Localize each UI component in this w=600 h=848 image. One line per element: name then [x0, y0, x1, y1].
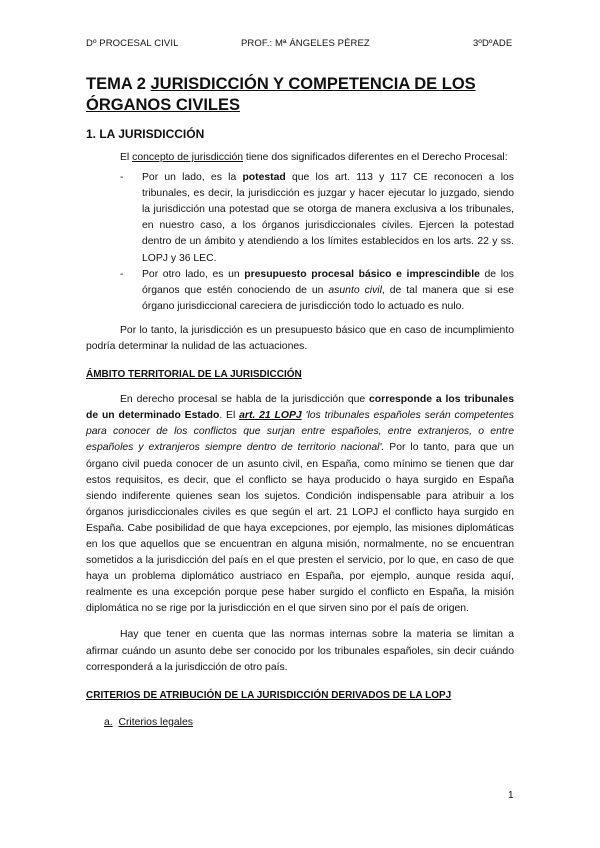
intro-concept-term: concepto de jurisdicción [132, 152, 244, 163]
conclusion-paragraph: Por lo tanto, la jurisdicción es un presupuesto básico que en caso de incumplimiento podría determinar la nulidad de las actuaciones. [86, 324, 514, 353]
intro-text-post: tiene dos significados diferentes en el Derecho Procesal: [243, 152, 508, 163]
bold-term: corresponde a los tribunales de un determinado Estado [86, 394, 514, 422]
article-reference: art. 21 LOPJ [239, 410, 302, 422]
header-course: 3ºDºADE [473, 38, 513, 49]
normas-paragraph: Hay que tener en cuenta que las normas internas sobre la materia se limitan a afirmar cuándo un asunto debe ser conocido por los tribunales españoles, sin decir cuándo corresponderá a la jurisdicción de otro país. [86, 629, 514, 673]
bullet-dash: - [120, 172, 124, 184]
section-heading-criterios: CRITERIOS DE ATRIBUCIÓN DE LA JURISDICCIÓN DERIVADOS DE LA LOPJ [86, 689, 452, 701]
criterios-list-item [86, 715, 514, 730]
header-professor: PROF.: Mª ÁNGELES PÉREZ [241, 38, 370, 49]
title-text: JURISDICCIÓN Y COMPETENCIA DE LOS ÓRGANOS CIVILES [86, 75, 476, 114]
list-item [86, 170, 514, 267]
list-marker: a. [104, 716, 113, 728]
paragraph-text: . El [219, 410, 240, 422]
definition-list [86, 170, 514, 315]
header-subject: Dº PROCESAL CIVIL [86, 38, 179, 49]
intro-text-pre: El [120, 152, 133, 163]
bullet-bold-term: potestad [242, 172, 286, 184]
bullet-text: que los art. 113 y 117 CE reconocen a los tribunales, es decir, la jurisdicción es juzgar y hacer ejecutar lo juzgado, siendo la jurisdicción una potestad que se otorga de manera exclusiva a los tribunales, en nuestro caso, a los órganos jurisdiccionales civiles. Ejercen la potestad dentro de un ámbito y atendiendo a los límites establecidos en los arts. 22 y ss. LOPJ y 36 LEC. [142, 172, 514, 264]
bullet-text: Por un lado, es la [142, 172, 243, 184]
bullet-text: Por otro lado, es un [142, 268, 245, 280]
page-number: 1 [508, 790, 514, 801]
intro-paragraph [86, 150, 514, 166]
bullet-italic-term: asunto civil [328, 284, 382, 296]
article-quote: 'los tribunales españoles serán competentes para conocer de los conflictos que surjan entre españoles, entre extranjeros, o entre españoles y extranjeros siempre dentro de territorio nacional'. [86, 410, 514, 454]
list-item [86, 267, 514, 315]
paragraph-text: Por lo tanto, para que un órgano civil pueda conocer de un asunto civil, en España, como mínimo se tienen que dar estos requisitos, es decir, que el conflicto se haya producido o haya surgido en España siendo indiferente quienes sean los sujetos. Condición indispensable para atribuir a los órganos jurisdiccionales civiles es que según el art. 21 LOPJ el conflicto haya surgido en España. Cabe posibilidad de que haya excepciones, por ejemplo, las misiones diplomáticas en los que aquellos que se encuentran en alguna misión, normalmente, no se encuentran sometidos a la jurisdicción del país en el que presten el servicio, por lo que, en caso de que haya un problema diplomático austriaco en España, por ejemplo, aunque resida aquí, realmente es una excepción porque pese haber surgido el conflicto en España, la misión diplomática no se rige por la jurisdicción en el que sirven sino por el país de origen. [86, 442, 515, 615]
page-title [86, 74, 514, 116]
ambito-paragraph [86, 392, 514, 617]
section-heading-ambito: ÁMBITO TERRITORIAL DE LA JURISDICCIÓN [86, 369, 302, 381]
section-heading-jurisdiccion: 1. LA JURISDICCIÓN [86, 127, 205, 141]
paragraph-text: En derecho procesal se habla de la jurisdicción que [120, 394, 370, 406]
bullet-dash: - [120, 268, 124, 280]
list-item-label: Criterios legales [118, 716, 193, 728]
bullet-text: de los órganos que estén conociendo de un [142, 268, 514, 296]
document-body [86, 74, 514, 730]
bullet-text: , de tal manera que si ese órgano jurisdiccional careciera de jurisdicción todo lo actuado es nulo. [142, 284, 514, 312]
title-label: TEMA 2 [86, 75, 146, 93]
bullet-bold-term: presupuesto procesal básico e imprescindible [244, 268, 480, 280]
